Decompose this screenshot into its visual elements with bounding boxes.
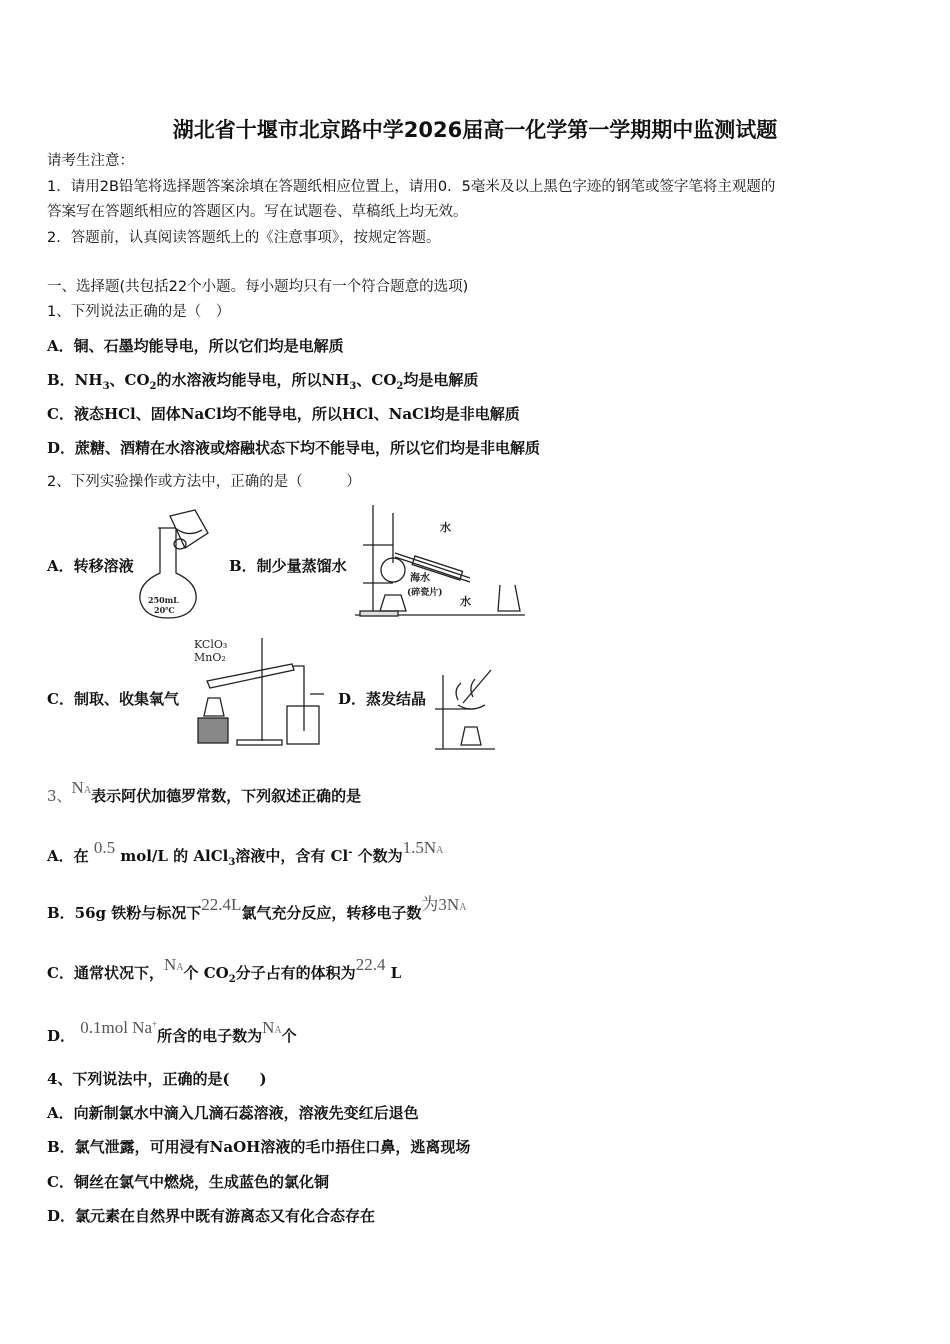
q4-option-b: B．氯气泄露，可用浸有NaOH溶液的毛巾捂住口鼻，逃离现场 [47,1138,471,1156]
t: 所含的电子数为 [157,1027,263,1045]
chips-label: (碎瓷片) [407,588,443,598]
water-outlet-label: 水 [460,595,471,608]
t: 3 [349,381,357,392]
t: 、CO [356,371,397,389]
q1-option-a: A．铜、石墨均能导电，所以它们均是电解质 [47,337,344,355]
t: A [436,845,444,856]
q2-stem: 2、下列实验操作或方法中，正确的是（ ） [47,474,361,490]
distillation-figure [355,503,525,621]
t: 的水溶液均能导电，所以NH [156,371,350,389]
t: 个 CO [183,964,229,982]
seawater-label: 海水 [410,573,430,584]
t: N [163,955,177,974]
t: + [152,1019,158,1029]
t: 溶液中，含有 Cl [235,847,349,865]
t: 氯气充分反应，转移电子数 [241,904,422,922]
section-heading: 一、选择题(共包括22个小题。每小题均只有一个符合题意的选项) [47,279,469,295]
q4-option-a: A．向新制氯水中滴入几滴石蕊溶液，溶液先变红后退色 [47,1104,419,1122]
t: 个数为 [357,847,403,865]
t: A [459,902,467,913]
t: N [262,1018,275,1037]
t: 1.5N [402,838,437,857]
q1-option-b [47,370,478,397]
notice-line2: 2．答题前，认真阅读答题纸上的《注意事项》，按规定答题。 [47,230,441,246]
t: L [390,964,402,982]
q1-stem: 1、下列说法正确的是（ ） [47,304,231,320]
t: 0.1mol Na [80,1018,153,1037]
q1-option-d: D．蔗糖、酒精在水溶液或熔融状态下均不能导电，所以它们均是非电解质 [47,439,541,457]
q2-option-c: C．制取、收集氧气 [47,690,179,708]
q4-option-c: C．铜丝在氯气中燃烧，生成蓝色的氯化铜 [47,1173,329,1191]
t: 2 [149,381,157,392]
flask-temp-label: 20℃ [154,605,175,615]
page-title: 湖北省十堰市北京路中学2026届高一化学第一学期期中监测试题 [172,118,778,142]
q4-option-d: D．氯元素在自然界中既有游离态又有化合态存在 [47,1207,376,1225]
t: 分子占有的体积为 [235,964,356,982]
q3-option-c [47,955,402,990]
water-inlet-label: 水 [440,521,451,534]
t: B．56g 铁粉与标况下 [47,904,202,922]
t: 均是电解质 [403,371,479,389]
t: 2 [396,381,404,392]
t: 3、 [47,787,72,805]
t: 表示阿伏加德罗常数，下列叙述正确的是 [91,787,362,805]
notice-heading: 请考生注意： [47,153,134,169]
q2-option-a: A．转移溶液 [47,557,134,575]
t: A [274,1025,282,1036]
t: 、CO [109,371,150,389]
flask-volume-label: 250mL [148,595,179,605]
t: A．在 [47,847,89,865]
t: 3 [102,381,110,392]
t: B．NH [47,371,103,389]
kclo3-label: KClO₃ [194,638,228,651]
q4-stem: 4、下列说法中，正确的是( ) [47,1070,267,1088]
t: 3 [228,857,236,868]
q2-option-b: B．制少量蒸馏水 [229,557,347,575]
q3-stem [47,778,362,809]
t: 2 [228,974,236,985]
t: - [348,847,353,858]
notice-line1: 1．请用2B铅笔将选择题答案涂填在答题纸相应位置上，请用0．5毫米及以上黑色字迹的钢笔或签字笔将主观题的 [47,179,776,195]
t: 个 [281,1027,297,1045]
t: 22.4 [355,955,386,974]
t: D． [47,1027,76,1045]
t: 22.4L [201,895,242,914]
q2-option-d: D．蒸发结晶 [338,690,427,708]
q3-option-a [47,838,444,873]
t: 为3N [421,895,460,914]
notice-line1b: 答案写在答题纸相应的答题区内。写在试题卷、草稿纸上均无效。 [47,204,468,220]
t: 0.5 [93,838,116,857]
t: N [71,778,84,797]
t: C．通常状况下， [47,964,164,982]
t: A [83,785,92,796]
q3-option-d [47,1018,297,1049]
evaporation-figure [433,665,498,750]
t: mol/L 的 AlCl [120,847,229,865]
t: A [176,962,184,973]
mno2-label: MnO₂ [194,651,226,664]
volumetric-flask-figure [130,508,215,623]
oxygen-apparatus-figure [192,636,327,748]
q3-option-b [47,895,467,926]
q1-option-c: C．液态HCl、固体NaCl均不能导电，所以HCl、NaCl均是非电解质 [47,405,520,423]
